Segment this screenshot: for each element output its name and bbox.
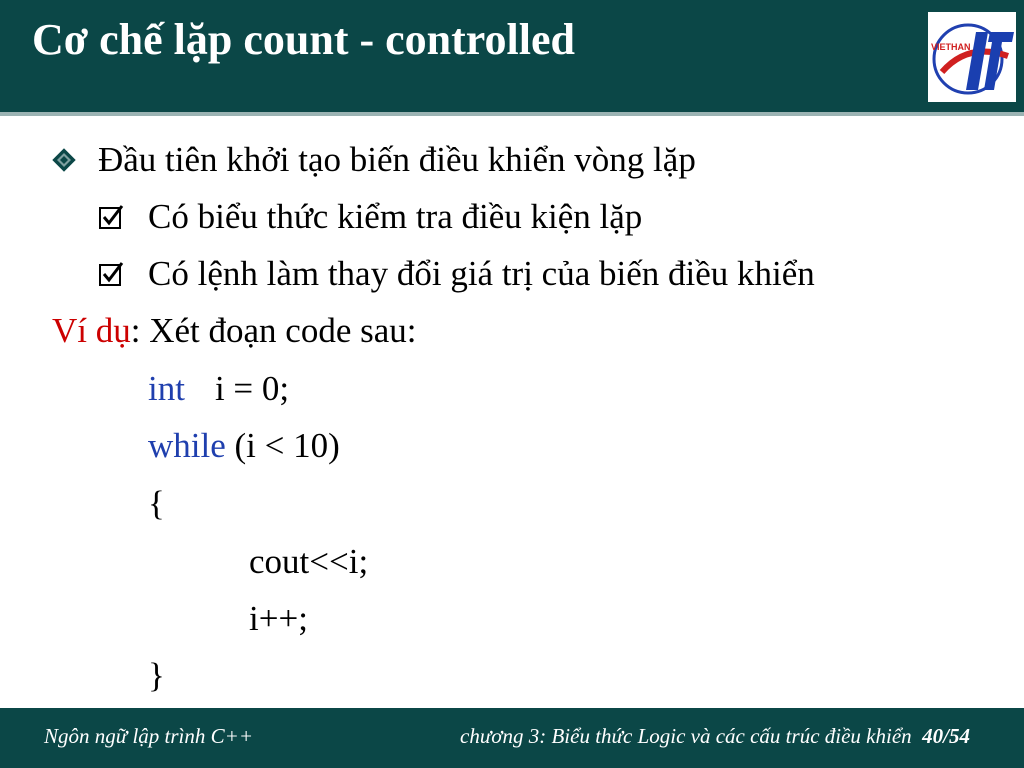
code-line-6: }: [148, 656, 165, 695]
checkbox-checked-icon: [98, 261, 124, 287]
code-line-4: cout<<i;: [249, 542, 369, 581]
code-keyword-while: while: [148, 426, 226, 465]
code-line-1: [148, 369, 289, 409]
code-text: (i < 10): [225, 426, 340, 465]
bullet-main: Đầu tiên khởi tạo biến điều khiển vòng lặp: [98, 140, 696, 179]
footer-chapter: [460, 724, 970, 749]
bullet-sub-1: Có biểu thức kiểm tra điều kiện lặp: [148, 197, 643, 236]
code-line-5: i++;: [249, 599, 308, 638]
code-keyword-int: int: [148, 369, 185, 408]
logo-icon: [928, 12, 1016, 102]
header-divider: [0, 112, 1024, 116]
logo-text: VIETHAN: [931, 42, 971, 52]
code-line-3: {: [148, 484, 165, 523]
footer-course-title: Ngôn ngữ lập trình C++: [44, 724, 253, 748]
logo: [928, 12, 1016, 102]
slide-title: Cơ chế lặp count - controlled: [32, 15, 575, 64]
checkbox-checked-icon: [98, 204, 124, 230]
example-label: Ví dụ: [52, 311, 131, 350]
footer-chapter-title: chương 3: Biểu thức Logic và các cấu trúc điều khiển: [460, 724, 912, 748]
diamond-bullet-icon: [52, 148, 76, 172]
page-number: 40/54: [922, 724, 970, 748]
code-line-2: [148, 426, 340, 466]
example-text: : Xét đoạn code sau:: [130, 311, 417, 350]
example-line: [52, 311, 417, 351]
bullet-sub-2: Có lệnh làm thay đổi giá trị của biến điều khiển: [148, 254, 815, 293]
code-text: i = 0;: [214, 369, 290, 408]
